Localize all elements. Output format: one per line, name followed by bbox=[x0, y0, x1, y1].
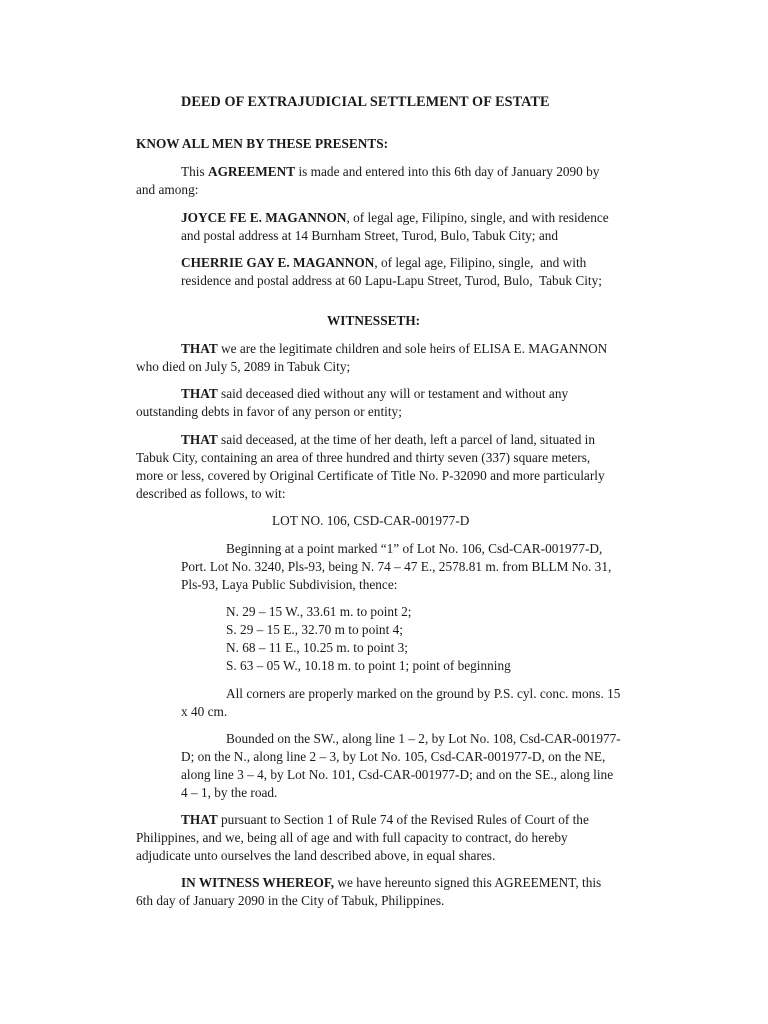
intro-line-1: This AGREEMENT is made and entered into this 6th day of January 2090 by bbox=[181, 164, 600, 179]
beginning-line-1: Beginning at a point marked “1” of Lot No. 106, Csd-CAR-001977-D, bbox=[226, 541, 603, 556]
witness-whereof-line-2: 6th day of January 2090 in the City of Tabuk, Philippines. bbox=[136, 893, 445, 908]
bearing-line: N. 29 – 15 W., 33.61 m. to point 2; bbox=[226, 604, 412, 619]
that4-line-3: adjudicate unto ourselves the land described above, in equal shares. bbox=[136, 848, 496, 863]
that2-line-2: outstanding debts in favor of any person or entity; bbox=[136, 404, 402, 419]
bearing-line: N. 68 – 11 E., 10.25 m. to point 3; bbox=[226, 640, 408, 655]
document-title: DEED OF EXTRAJUDICIAL SETTLEMENT OF ESTATE bbox=[181, 94, 550, 110]
beginning-line-2: Port. Lot No. 3240, Pls-93, being N. 74 – 47 E., 2578.81 m. from BLLM No. 31, bbox=[181, 559, 612, 574]
that3-line-1: THAT said deceased, at the time of her death, left a parcel of land, situated in bbox=[181, 432, 596, 447]
witness-whereof-line-1: IN WITNESS WHEREOF, we have hereunto signed this AGREEMENT, this bbox=[181, 875, 602, 890]
that3-line-4: described as follows, to wit: bbox=[136, 486, 286, 501]
that1-line-1: THAT we are the legitimate children and sole heirs of ELISA E. MAGANNON bbox=[181, 341, 608, 356]
corners-line-1: All corners are properly marked on the ground by P.S. cyl. conc. mons. 15 bbox=[226, 686, 621, 701]
beginning-line-3: Pls-93, Laya Public Subdivision, thence: bbox=[181, 577, 398, 592]
party2-line-1: CHERRIE GAY E. MAGANNON, of legal age, Filipino, single, and with bbox=[181, 255, 587, 270]
bounded-line-1: Bounded on the SW., along line 1 – 2, by Lot No. 108, Csd-CAR-001977- bbox=[226, 731, 621, 746]
witnesseth-heading: WITNESSETH: bbox=[327, 313, 421, 328]
that4-line-1: THAT pursuant to Section 1 of Rule 74 of the Revised Rules of Court of the bbox=[181, 812, 589, 827]
agreement-term: AGREEMENT bbox=[207, 164, 296, 179]
lot-heading: LOT NO. 106, CSD-CAR-001977-D bbox=[272, 513, 470, 528]
bearing-line: S. 63 – 05 W., 10.18 m. to point 1; point of beginning bbox=[226, 658, 511, 673]
that2-line-1: THAT said deceased died without any will or testament and without any bbox=[181, 386, 569, 401]
know-all-men-heading: KNOW ALL MEN BY THESE PRESENTS: bbox=[136, 136, 389, 151]
that3-line-2: Tabuk City, containing an area of three hundred and thirty seven (337) square meters, bbox=[136, 450, 591, 465]
corners-line-2: x 40 cm. bbox=[181, 704, 228, 719]
bounded-line-4: 4 – 1, by the road. bbox=[181, 785, 278, 800]
bearing-line: S. 29 – 15 E., 32.70 m to point 4; bbox=[226, 622, 403, 637]
party2-name: CHERRIE GAY E. MAGANNON bbox=[181, 255, 375, 270]
bounded-line-3: along line 3 – 4, by Lot No. 101, Csd-CAR-001977-D; and on the SE., along line bbox=[181, 767, 614, 782]
party2-line-2: residence and postal address at 60 Lapu-Lapu Street, Turod, Bulo, Tabuk City; bbox=[181, 273, 602, 288]
party1-name: JOYCE FE E. MAGANNON bbox=[181, 210, 347, 225]
that3-line-3: more or less, covered by Original Certificate of Title No. P-32090 and more particularly bbox=[136, 468, 605, 483]
intro-line-2: and among: bbox=[136, 182, 199, 197]
that1-line-2: who died on July 5, 2089 in Tabuk City; bbox=[136, 359, 351, 374]
party1-line-1: JOYCE FE E. MAGANNON, of legal age, Filipino, single, and with residence bbox=[181, 210, 609, 225]
that4-line-2: Philippines, and we, being all of age and with full capacity to contract, do hereby bbox=[136, 830, 568, 845]
party1-line-2: and postal address at 14 Burnham Street, Turod, Bulo, Tabuk City; and bbox=[181, 228, 559, 243]
bounded-line-2: D; on the N., along line 2 – 3, by Lot No. 105, Csd-CAR-001977-D, on the NE, bbox=[181, 749, 606, 764]
